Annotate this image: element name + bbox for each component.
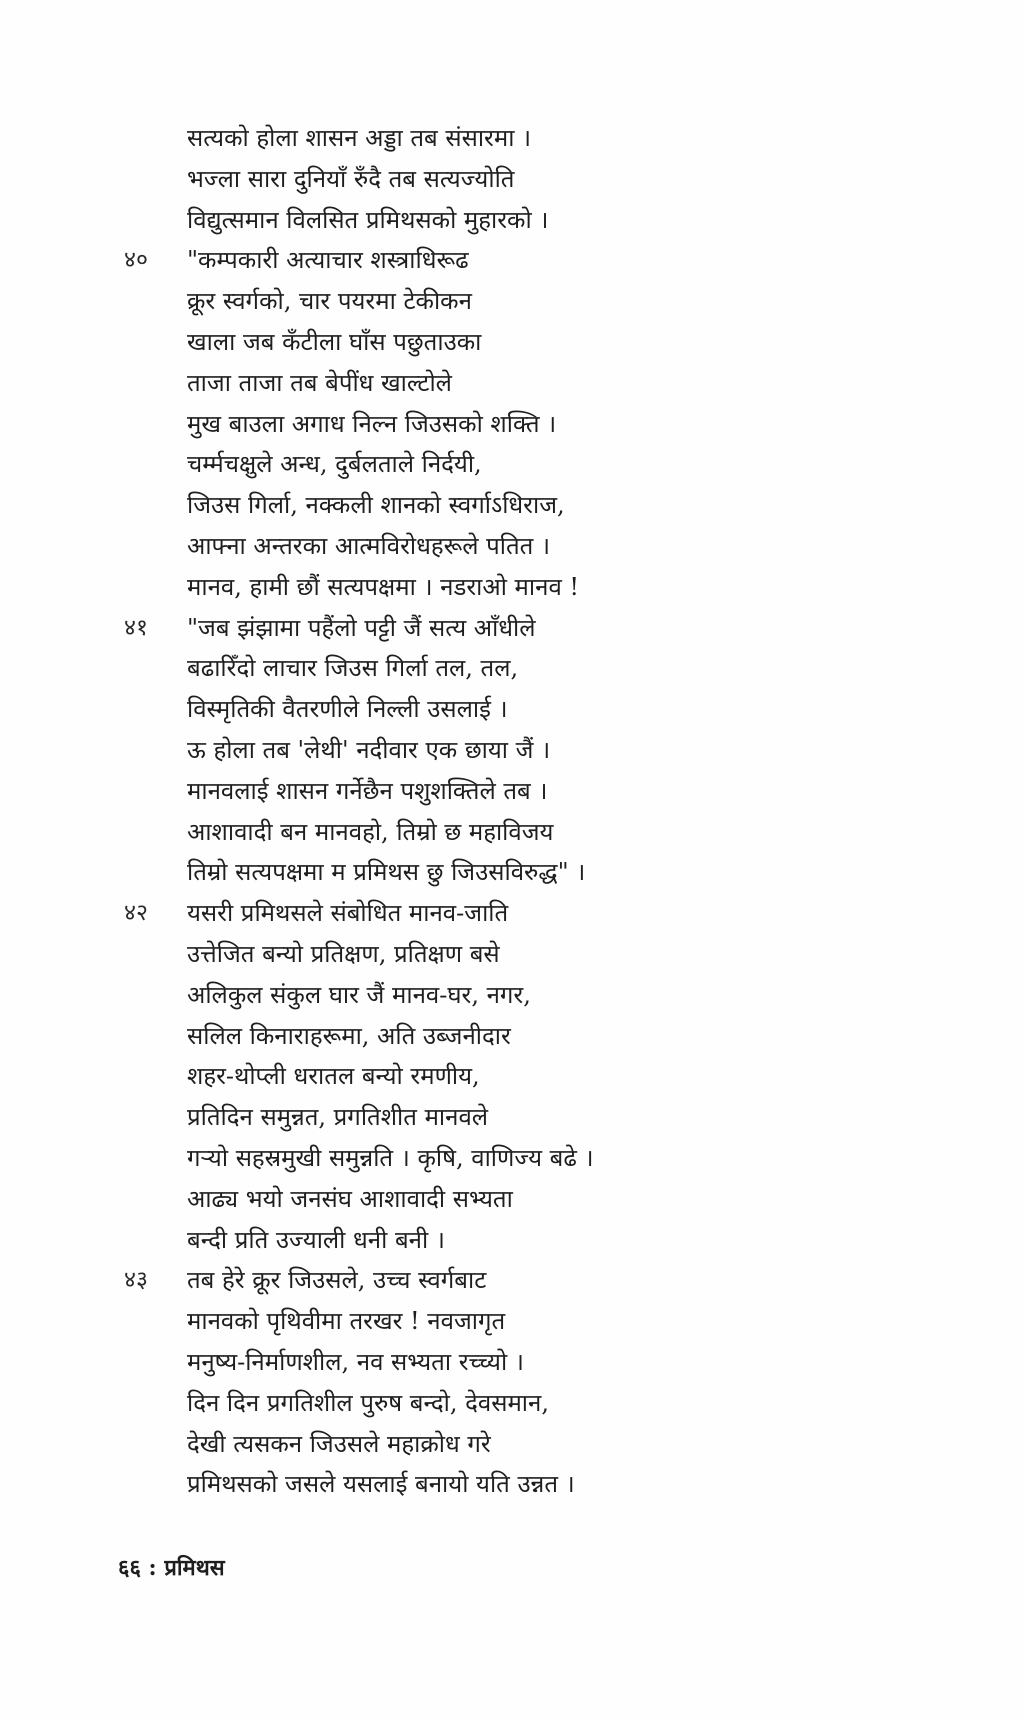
verse-41 (124, 608, 944, 894)
verse-line (124, 1301, 944, 1342)
line-text: "जब झंझामा पहैंलो पट्टी जैं सत्य आँधीले (187, 613, 536, 642)
line-text: आफ्ना अन्तरका आत्मविरोधहरूले पतित । (187, 531, 551, 560)
line-text: मनुष्य-निर्माणशील, नव सभ्यता रच्च्यो । (187, 1347, 524, 1376)
verse-line (124, 648, 944, 689)
line-text: तब हेरे क्रूर जिउसले, उच्च स्वर्गबाट (187, 1266, 487, 1295)
verse-line (124, 852, 944, 893)
verse-line (124, 363, 944, 404)
line-text: क्रूर स्वर्गको, चार पयरमा टेकीकन (187, 287, 472, 316)
line-text: मानव, हामी छौं सत्यपक्षमा । नडराओ मानव ! (187, 572, 580, 601)
verse-line (124, 118, 944, 159)
line-text: बढारिँदो लाचार जिउस गिर्ला तल, तल, (187, 654, 519, 683)
line-text: प्रमिथसको जसले यसलाई बनायो यति उन्नत । (187, 1470, 575, 1499)
line-text: मुख बाउला अगाध निल्न जिउसको शक्ति । (187, 409, 557, 438)
verse-line (124, 1260, 944, 1301)
verse-line (124, 1342, 944, 1383)
page-footer: ६६ : प्रमिथस (118, 1555, 225, 1581)
verse-line (124, 1179, 944, 1220)
verse-line (124, 608, 944, 649)
line-text: तिम्रो सत्यपक्षमा म प्रमिथस छु जिउसविरुद्ध" । (187, 858, 586, 887)
verse-number: ४३ (124, 1267, 148, 1294)
verse-line (124, 1383, 944, 1424)
verse-line (124, 1056, 944, 1097)
verse-line (124, 934, 944, 975)
line-text: सलिल किनाराहरूमा, अति उब्जनीदार (187, 1021, 511, 1050)
line-text: गऱ्यो सहस्रमुखी समुन्नति । कृषि, वाणिज्य बढे । (187, 1143, 594, 1172)
verse-line (124, 1016, 944, 1057)
line-text: ऊ होला तब 'लेथी' नदीवार एक छाया जैं । (187, 735, 551, 764)
line-text: शहर-थोप्ली धरातल बन्यो रमणीय, (187, 1062, 480, 1091)
verse-line (124, 1464, 944, 1505)
line-text: चर्म्मचक्षुले अन्ध, दुर्बलताले निर्दयी, (187, 450, 482, 479)
verse-line (124, 485, 944, 526)
verse-line (124, 1097, 944, 1138)
line-text: उत्तेजित बन्यो प्रतिक्षण, प्रतिक्षण बसे (187, 939, 500, 968)
verse-line (124, 689, 944, 730)
line-text: आढ्य भयो जनसंघ आशावादी सभ्यता (187, 1184, 513, 1213)
verse-number: ४१ (124, 614, 148, 641)
verse-line (124, 526, 944, 567)
verse-line (124, 444, 944, 485)
verse-number: ४२ (124, 900, 148, 927)
line-text: दिन दिन प्रगतिशील पुरुष बन्दो, देवसमान, (187, 1388, 549, 1417)
line-text: बन्दी प्रति उज्याली धनी बनी । (187, 1225, 445, 1254)
line-text: भज्ला सारा दुनियाँ रुँदै तब सत्यज्योति (187, 164, 515, 193)
verse-line (124, 975, 944, 1016)
verse-line (124, 1138, 944, 1179)
verse-40 (124, 240, 944, 607)
line-text: खाला जब कँटीला घाँस पछुताउका (187, 327, 482, 356)
line-text: मानवलाई शासन गर्नेछैन पशुशक्तिले तब । (187, 776, 548, 805)
verse-line (124, 281, 944, 322)
verse-42 (124, 893, 944, 1260)
verse-line (124, 322, 944, 363)
line-text: जिउस गिर्ला, नक्कली शानको स्वर्गाऽधिराज, (187, 491, 565, 520)
verse-line (124, 730, 944, 771)
line-text: विद्युत्समान विलसित प्रमिथसको मुहारको । (187, 205, 549, 234)
line-text: अलिकुल संकुल घार जैं मानव-घर, नगर, (187, 980, 531, 1009)
verse-line (124, 893, 944, 934)
verse-line (124, 771, 944, 812)
verse-line (124, 1424, 944, 1465)
line-text: आशावादी बन मानवहो, तिम्रो छ महाविजय (187, 817, 554, 846)
line-text: विस्मृतिकी वैतरणीले निल्ली उसलाई । (187, 695, 508, 724)
verse-number: ४० (124, 247, 148, 274)
line-text: यसरी प्रमिथसले संबोधित मानव-जाति (187, 899, 509, 928)
verse-line (124, 240, 944, 281)
line-text: प्रतिदिन समुन्नत, प्रगतिशीत मानवले (187, 1103, 489, 1132)
verse-line (124, 812, 944, 853)
line-text: "कम्पकारी अत्याचार शस्त्राधिरूढ (187, 246, 469, 275)
verse-continuation (124, 118, 944, 240)
verse-line (124, 404, 944, 445)
line-text: सत्यको होला शासन अड्डा तब संसारमा । (187, 124, 532, 152)
verse-43 (124, 1260, 944, 1505)
poem-body (124, 118, 944, 1505)
line-text: ताजा ताजा तब बेपींध खाल्टोले (187, 368, 452, 397)
verse-line (124, 200, 944, 241)
line-text: देखी त्यसकन जिउसले महाक्रोध गरे (187, 1429, 491, 1458)
verse-line (124, 159, 944, 200)
line-text: मानवको पृथिवीमा तरखर ! नवजागृत (187, 1307, 506, 1336)
verse-line (124, 1220, 944, 1261)
verse-line (124, 567, 944, 608)
